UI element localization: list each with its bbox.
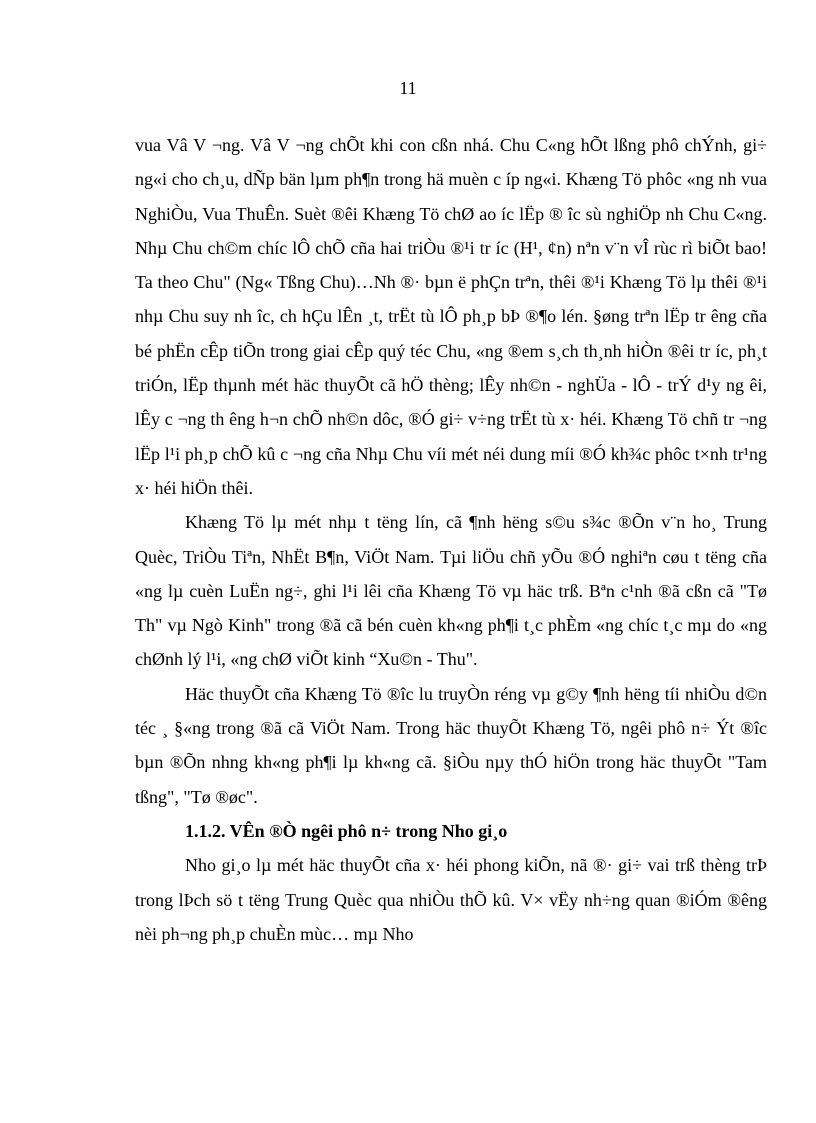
document-body [135, 128, 767, 951]
paragraph-1: vua Vâ V ¬ng. Vâ V ¬ng chÕt khi con cßn nhá. Chu C«ng hÕt lßng phô chÝnh, gi÷ ng«i cho ch¸u, dÑp bän lµm ph¶n trong hä muèn c íp ng«i. Khæng Tö phôc «ng nh vua NghiÒu, Vua ThuÊn. Suèt ®êi Khæng Tö chØ ao íc lËp ® îc sù nghiÖp nh Chu C«ng. Nhµ Chu ch©m chíc lÔ chÕ cña hai triÒu ®¹i tr íc (H¹, ¢n) nªn v¨n vÎ rùc rì biÕt bao! Ta theo Chu" (Ng« Tßng Chu)…Nh ®· bµn ë phÇn trªn, thêi ®¹i Khæng Tö lµ thêi ®¹i nhµ Chu suy nh îc, ch hÇu lÊn ¸t, trËt tù lÔ ph¸p bÞ ®¶o lén. §øng trªn lËp tr êng cña bé phËn cÊp tiÕn trong giai cÊp quý téc Chu, «ng ®em s¸ch th¸nh hiÒn ®êi tr íc, ph¸t triÓn, lËp thµnh mét häc thuyÕt cã hÖ thèng; lÊy nh©n - nghÜa - lÔ - trÝ d¹y ng êi, lÊy c ¬ng th êng h¬n chÕ nh©n dôc, ®Ó gi÷ v÷ng trËt tù x· héi. Khæng Tö chñ tr ¬ng lËp l¹i ph¸p chÕ kû c ¬ng cña Nhµ Chu víi mét néi dung míi ®Ó kh¾c phôc t×nh tr¹ng x· héi hiÖn thêi. [135, 135, 767, 498]
page-number: 11 [399, 78, 417, 98]
paragraph-3: Häc thuyÕt cña Khæng Tö ®îc lu truyÒn réng vµ g©y ¶nh hëng tíi nhiÒu d©n téc ¸ §«ng trong ®ã cã ViÖt Nam. Trong häc thuyÕt Khæng Tö, ngêi phô n÷ Ýt ®îc bµn ®Õn nhng kh«ng ph¶i lµ kh«ng cã. §iÒu nµy thÓ hiÖn trong häc thuyÕt "Tam tßng", "Tø ®øc". [135, 683, 767, 807]
section-heading: 1.1.2. VÊn ®Ò ngêi phô n÷ trong Nho gi¸o [185, 820, 508, 841]
paragraph-2: Khæng Tö lµ mét nhµ t tëng lín, cã ¶nh hëng s©u s¾c ®Õn v¨n ho¸ Trung Quèc, TriÒu Tiªn, NhËt B¶n, ViÖt Nam. Tµi liÖu chñ yÕu ®Ó nghiªn cøu t tëng cña «ng lµ cuèn LuËn ng÷, ghi l¹i lêi cña Khæng Tö vµ häc trß. Bªn c¹nh ®ã cßn cã "Tø Th" vµ Ngò Kinh" trong ®ã cã bén cuèn kh«ng ph¶i t¸c phÈm «ng chíc t¸c mµ do «ng chØnh lý l¹i, «ng chØ viÕt kinh “Xu©n - Thu". [135, 512, 767, 670]
paragraph-4: Nho gi¸o lµ mét häc thuyÕt cña x· héi phong kiÕn, nã ®· gi÷ vai trß thèng trÞ trong lÞch sö t tëng Trung Quèc qua nhiÒu thÕ kû. V× vËy nh÷ng quan ®iÓm ®êng nèi ph¬ng ph¸p chuÈn mùc… mµ Nho [135, 855, 767, 944]
